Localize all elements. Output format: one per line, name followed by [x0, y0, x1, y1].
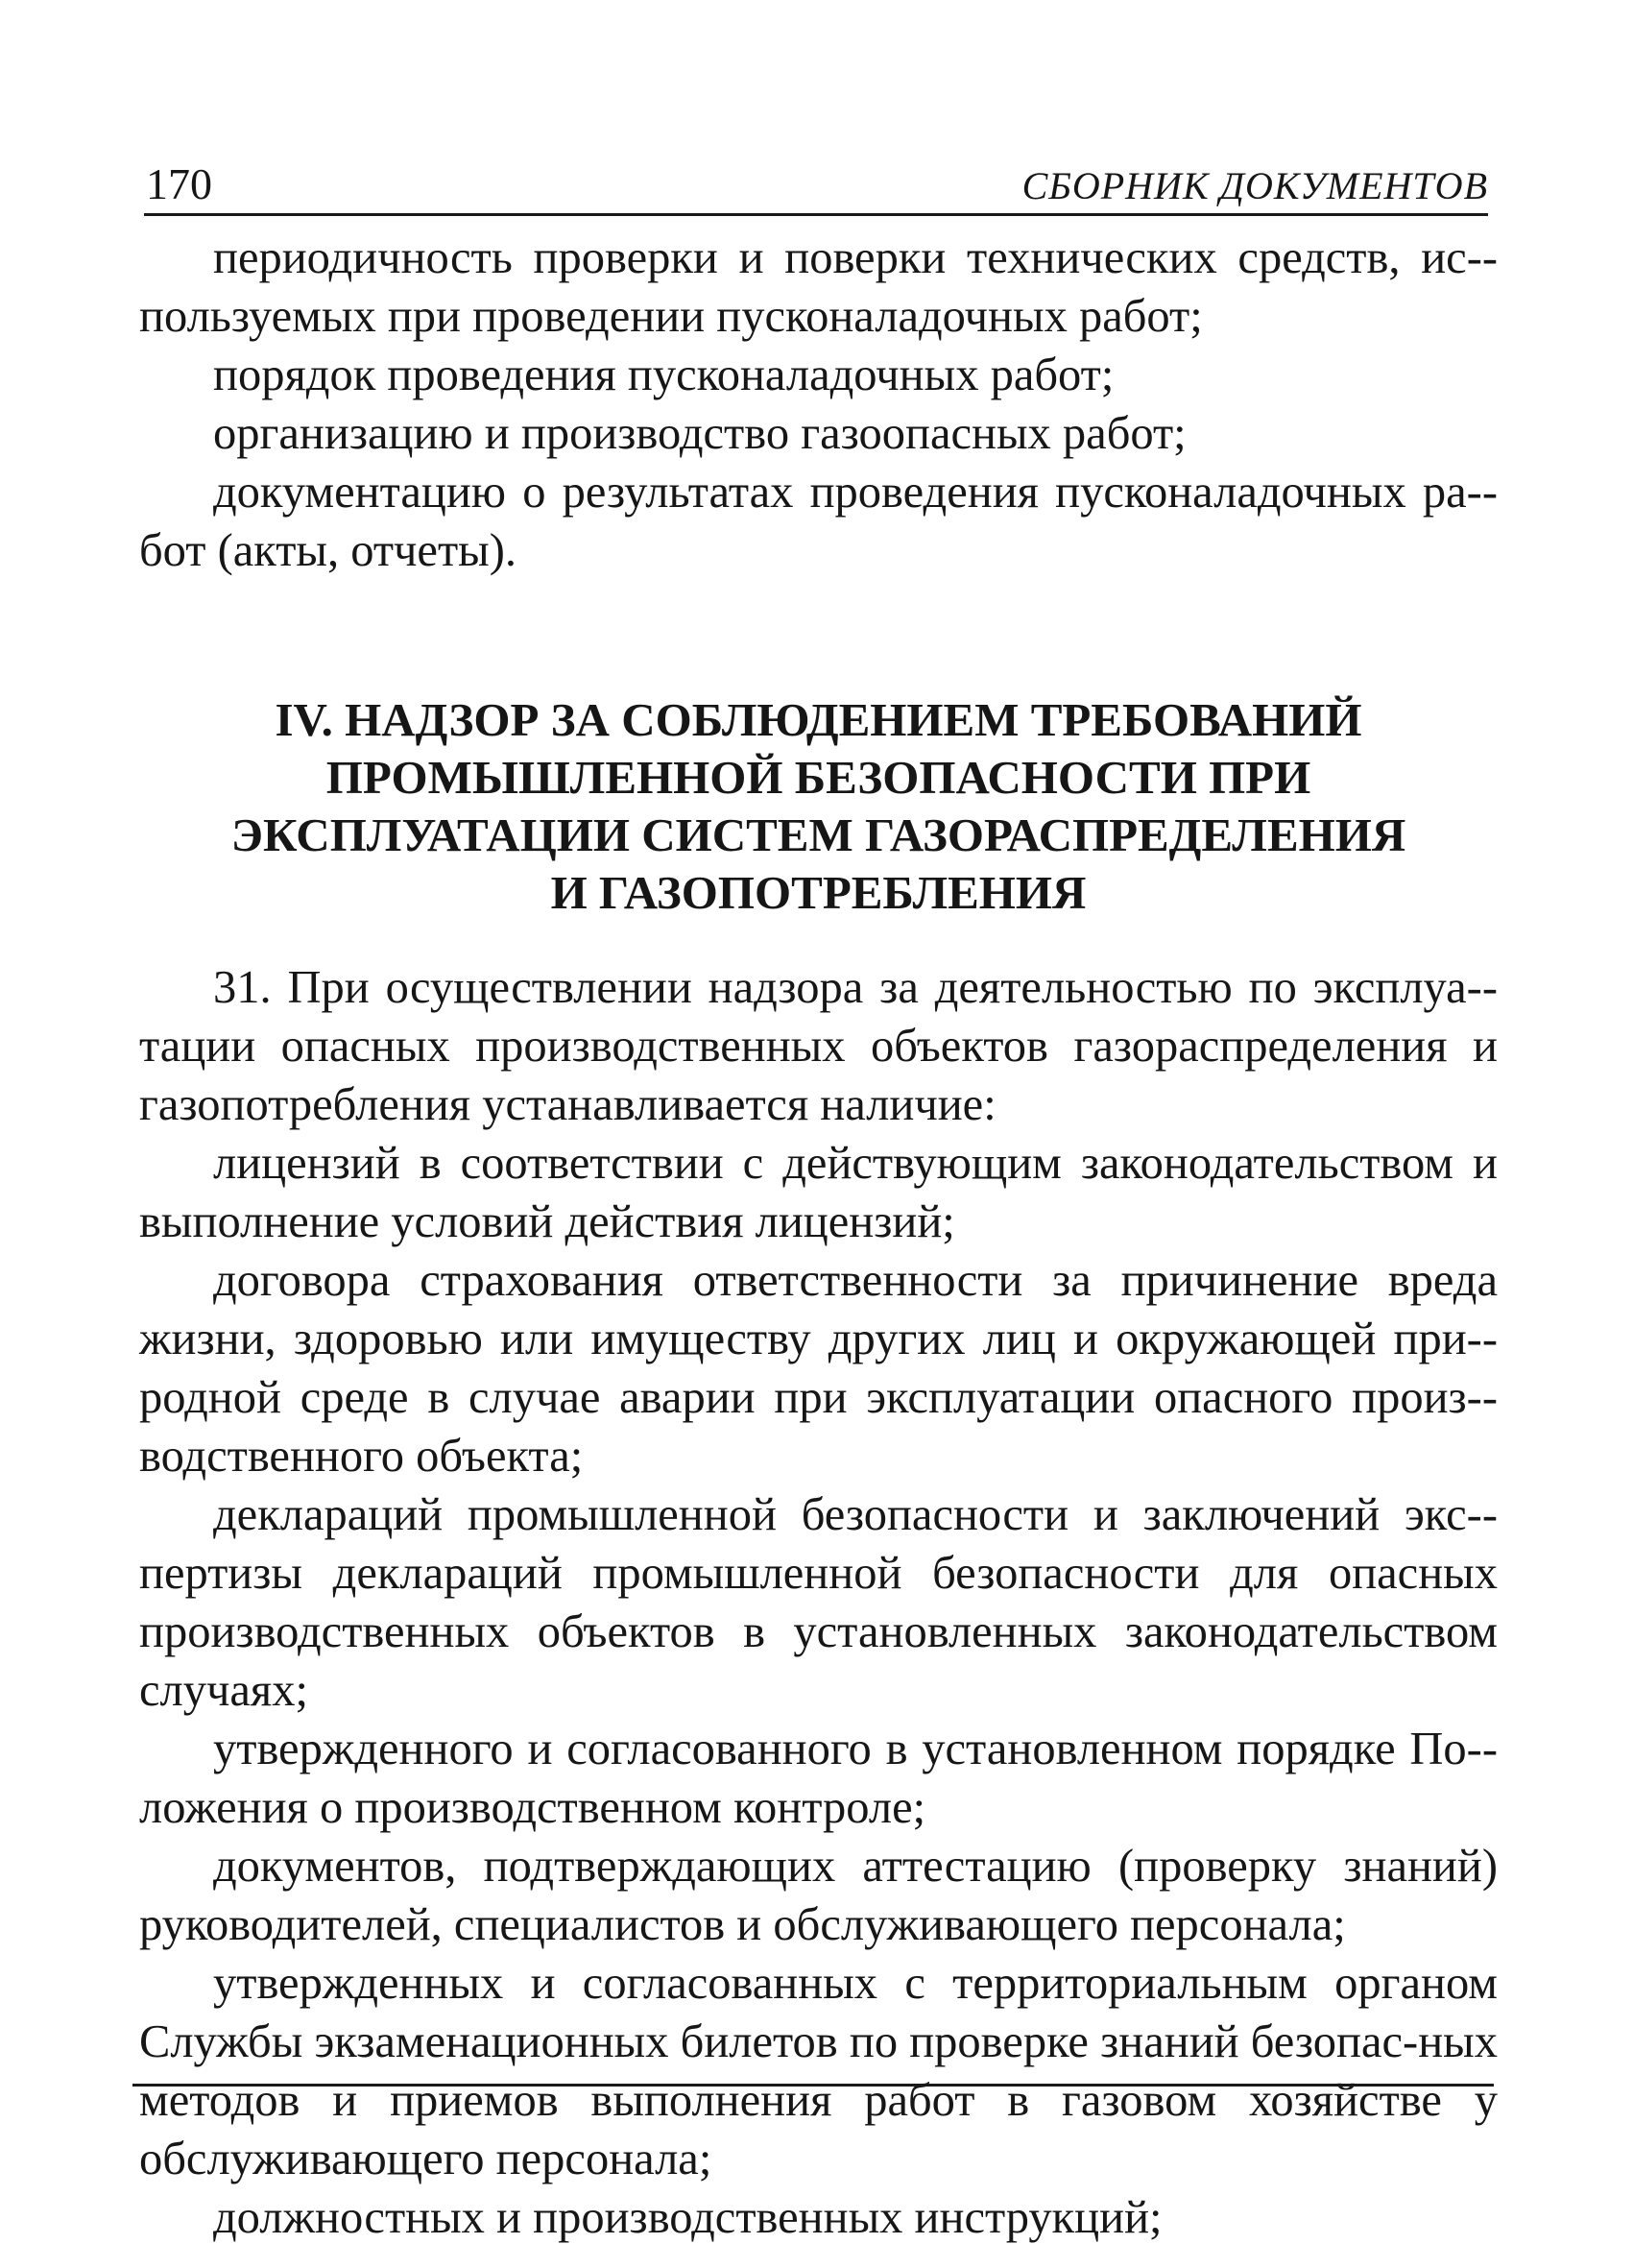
- footer-rule: [132, 2084, 1494, 2087]
- section-heading-line: ПРОМЫШЛЕННОЙ БЕЗОПАСНОСТИ ПРИ: [325, 751, 1311, 804]
- section-heading-line: И ГАЗОПОТРЕБЛЕНИЯ: [550, 866, 1087, 919]
- paragraph-insurance-contract: договора страхования ответственности за причинение вреда жизни, здоровью или имуществу других лиц и окружающей при-родной среде в случае аварии при эксплуатации опасного произ-водственного объекта;: [139, 1255, 1498, 1482]
- paragraph-safety-declarations: деклараций промышленной безопасности и заключений экс-пертизы деклараций промышленной безопасности для опасных производственных объектов в установленных законодательством случаях;: [139, 1489, 1498, 1716]
- section-heading: [139, 691, 1498, 922]
- paragraph-production-control: утвержденного и согласованного в установленном порядке По-ложения о производственном контроле;: [139, 1724, 1498, 1833]
- intro-text-block: [139, 229, 1498, 580]
- page-number: 170: [146, 159, 212, 208]
- paragraph-gas-hazardous-works: организацию и производство газоопасных работ;: [213, 408, 1187, 459]
- section-heading-line: ЭКСПЛУАТАЦИИ СИСТЕМ ГАЗОРАСПРЕДЕЛЕНИЯ: [230, 808, 1406, 861]
- paragraph-job-instructions: должностных и производственных инструкций;: [213, 2192, 1163, 2243]
- paragraph-clause-31: 31. При осуществлении надзора за деятельностью по эксплуа-тации опасных производственных объектов газораспределения и газопотребления устанавливается наличие:: [139, 962, 1498, 1130]
- collection-title: СБОРНИК ДОКУМЕНТОВ: [1021, 164, 1488, 207]
- paragraph-exam-tickets: утвержденных и согласованных с территориальным органом Службы экзаменационных билетов по проверке знаний безопас-ных методов и приемов выполнения работ в газовом хозяйстве у обслуживающего персонала;: [139, 1958, 1498, 2184]
- paragraph-licenses: лицензий в соответствии с действующим законодательством и выполнение условий действия лицензий;: [139, 1138, 1498, 1247]
- page-body: [139, 229, 1498, 2247]
- paragraph-certification-documents: документов, подтверждающих аттестацию (проверку знаний) руководителей, специалистов и обслуживающего персонала;: [139, 1841, 1498, 1950]
- paragraph-results-documentation: документацию о результатах проведения пусконаладочных ра-бот (акты, отчеты).: [139, 467, 1498, 576]
- paragraph-commissioning-procedure: порядок проведения пусконаладочных работ;: [213, 350, 1115, 400]
- section-heading-line: IV. НАДЗОР ЗА СОБЛЮДЕНИЕМ ТРЕБОВАНИЙ: [275, 693, 1362, 746]
- paragraph-verification-frequency: периодичность проверки и поверки технических средств, ис-пользуемых при проведении пусконаладочных работ;: [139, 232, 1498, 342]
- running-header: [144, 154, 1488, 216]
- section-text-block: [139, 958, 1498, 2247]
